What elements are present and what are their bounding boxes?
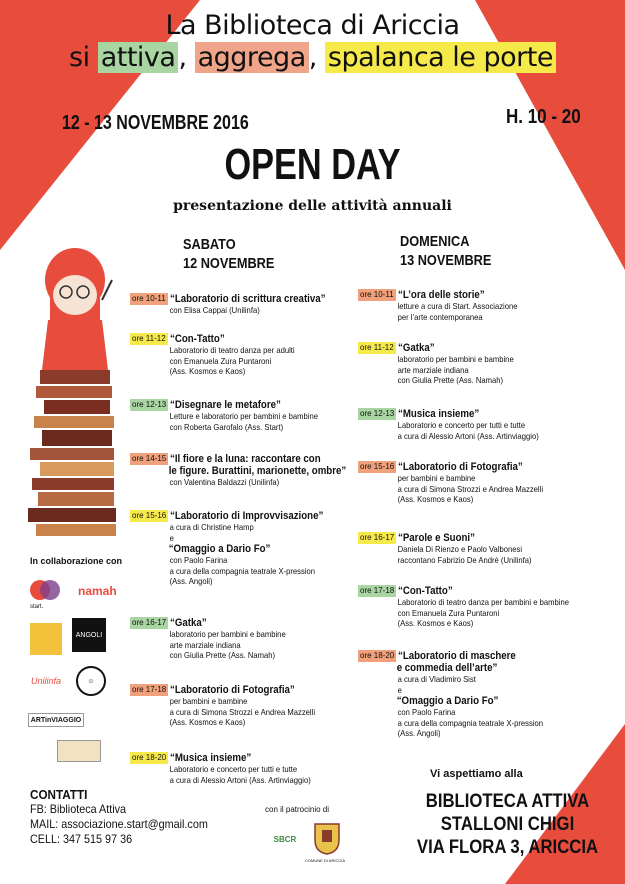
angoli-logo: ANGOLI xyxy=(72,618,106,652)
venue-line3: VIA FLORA 3, ARICCIA xyxy=(416,837,599,858)
mask-icon: ☺ xyxy=(87,677,95,685)
event-desc: (Ass. Kosmos e Kaos) xyxy=(397,618,474,628)
event-desc: Laboratorio di teatro danza per bambini e bambine xyxy=(397,597,569,607)
sunday-day: DOMENICA xyxy=(400,233,470,250)
saturday-header xyxy=(183,235,274,273)
event-desc: a cura di Simona Strozzi e Andrea Mazzelli xyxy=(397,483,544,494)
event-title: “Musica insieme” xyxy=(398,408,480,420)
time-badge: ore 11-12 xyxy=(132,334,166,343)
start-logo-text: start. xyxy=(30,604,44,610)
event-desc: con Elisa Cappai (Unilinfa) xyxy=(169,305,260,315)
event-desc: (Ass. Angoli) xyxy=(169,576,213,586)
event-title-second: “Omaggio a Dario Fo” xyxy=(396,695,499,707)
event-title-second: “Omaggio a Dario Fo” xyxy=(168,543,271,555)
saturday-day: SABATO xyxy=(183,236,236,253)
word-aggrega: aggrega xyxy=(195,42,309,73)
event-title: “Laboratorio di scrittura creativa” xyxy=(169,293,326,305)
time-badge: ore 12-13 xyxy=(360,409,395,418)
event-hours: H. 10 - 20 xyxy=(506,106,581,128)
namah-logo: namah xyxy=(78,584,117,598)
start-logo xyxy=(28,578,64,606)
kosmos-kaos-logo xyxy=(76,666,106,696)
event-desc: laboratorio per bambini e bambine xyxy=(169,629,286,639)
venue-line2: STALLONI CHIGI xyxy=(440,814,575,835)
time-badge: ore 18-20 xyxy=(360,651,395,660)
event-desc: con Paolo Farina xyxy=(169,555,228,565)
contacts-cell[interactable]: CELL: 347 515 97 36 xyxy=(30,832,133,846)
sat-event-1 xyxy=(130,293,346,316)
event-desc: Laboratorio di teatro danza per adulti xyxy=(169,345,295,355)
header-line1: La Biblioteca di Ariccia xyxy=(165,10,460,41)
event-desc: e xyxy=(397,684,402,695)
yellow-logo xyxy=(30,623,62,655)
sat-event-3 xyxy=(130,399,339,432)
saturday-date: 12 NOVEMBRE xyxy=(183,255,275,272)
event-desc: laboratorio per bambini e bambine xyxy=(397,354,514,364)
sat-event-7 xyxy=(130,684,336,728)
venue-line1: BIBLIOTECA ATTIVA xyxy=(425,791,590,812)
crest-icon xyxy=(312,818,342,856)
event-desc: per bambini e bambine xyxy=(397,473,476,483)
sat-event-4 xyxy=(130,453,376,488)
event-desc: per l’arte contemporanea xyxy=(397,311,483,322)
event-title: “Laboratorio di Fotografia” xyxy=(398,461,524,473)
event-desc: a cura di Vladimiro Sist xyxy=(397,674,476,684)
event-desc: Daniela Di Rienzo e Paolo Valbonesi xyxy=(397,544,523,554)
time-badge: ore 12-13 xyxy=(132,400,167,409)
event-title-cont: le figure. Burattini, marionette, ombre” xyxy=(168,465,347,477)
time-badge: ore 17-18 xyxy=(360,586,395,595)
time-badge: ore 16-17 xyxy=(132,618,167,627)
event-title: “Con-Tatto” xyxy=(398,585,453,597)
event-desc: e xyxy=(169,532,174,543)
start-logo-icon xyxy=(28,578,64,606)
event-desc: a cura di Christine Hamp xyxy=(169,522,254,532)
sun-event-4 xyxy=(358,461,564,505)
event-desc: per bambini e bambine xyxy=(169,696,248,706)
header-si: si xyxy=(69,42,98,73)
event-title: “Parole e Suoni” xyxy=(398,532,476,544)
contacts-mail[interactable]: MAIL: associazione.start@gmail.com xyxy=(30,817,208,831)
time-badge: ore 10-11 xyxy=(132,294,166,303)
event-title: “Laboratorio di Improvvisazione” xyxy=(170,510,324,522)
sunday-header xyxy=(400,232,491,270)
sun-event-5 xyxy=(358,532,551,565)
event-desc: con Valentina Baldazzi (Unilinfa) xyxy=(169,477,280,487)
subtitle: presentazione delle attività annuali xyxy=(173,198,452,214)
time-badge: ore 17-18 xyxy=(132,685,167,694)
event-desc: (Ass. Angoli) xyxy=(397,728,441,738)
event-desc: con Giulia Prette (Ass. Namah) xyxy=(397,375,504,385)
event-title: “Il fiore e la luna: raccontare con xyxy=(170,453,321,465)
venue xyxy=(404,790,611,859)
contacts-heading: CONTATTI xyxy=(30,787,88,802)
event-dates: 12 - 13 NOVEMBRE 2016 xyxy=(62,112,249,134)
sun-event-6 xyxy=(358,585,592,629)
contacts xyxy=(30,787,208,847)
artinviaggio-logo: ARTinVIAGGIO xyxy=(28,713,84,727)
event-desc: con Paolo Farina xyxy=(397,707,456,717)
page-title: OPEN DAY xyxy=(224,140,401,189)
event-desc: con Roberta Garofalo (Ass. Start) xyxy=(169,421,284,432)
event-desc: arte marziale indiana xyxy=(397,364,469,375)
event-desc: a cura della compagnia teatrale X-pression xyxy=(397,717,544,728)
event-desc: a cura di Alessio Artoni (Ass. Artinviaggio) xyxy=(169,774,311,785)
event-desc: con Emanuela Zura Puntaroni xyxy=(397,607,500,618)
event-desc: Letture e laboratorio per bambini e bambine xyxy=(169,411,319,421)
comma: , xyxy=(308,42,325,73)
sat-event-8 xyxy=(130,752,331,785)
time-badge: ore 15-16 xyxy=(360,462,395,471)
event-title: “Musica insieme” xyxy=(170,752,252,764)
patrocinio-label: con il patrocinio di xyxy=(265,805,330,814)
event-desc: a cura della compagnia teatrale X-pression xyxy=(169,565,316,576)
unilinfa-logo: Unilinfa xyxy=(30,676,61,686)
sat-event-5 xyxy=(130,510,344,587)
event-desc: a cura di Simona Strozzi e Andrea Mazzelli xyxy=(169,706,316,717)
event-title-cont: e commedia dell’arte” xyxy=(396,662,498,674)
sun-event-1 xyxy=(358,289,535,322)
event-title: “Con-Tatto” xyxy=(169,333,225,345)
word-attiva: attiva xyxy=(98,42,179,73)
sat-event-2 xyxy=(130,333,313,377)
event-desc: raccontano Fabrizio De André (Unilinfa) xyxy=(397,554,532,565)
event-title: “L’ora delle storie” xyxy=(397,289,485,301)
venue-invite: Vi aspettiamo alla xyxy=(430,768,523,780)
word-spalanca: spalanca le porte xyxy=(325,42,556,73)
ariccia-crest xyxy=(312,818,342,856)
event-desc: con Emanuela Zura Puntaroni xyxy=(169,355,272,366)
time-badge: ore 18-20 xyxy=(132,753,167,762)
time-badge: ore 10-11 xyxy=(360,290,394,299)
library-logo xyxy=(57,740,101,762)
books-girl-illustration xyxy=(20,240,130,540)
girl-icon xyxy=(42,248,112,370)
event-desc: (Ass. Kosmos e Kaos) xyxy=(397,494,474,504)
event-title: “Disegnare le metafore” xyxy=(170,399,282,411)
ariccia-crest-text: COMUNE DI ARICCIA xyxy=(305,858,346,863)
collab-label: In collaborazione con xyxy=(30,556,123,566)
event-title: “Gatka” xyxy=(170,617,207,629)
contacts-fb[interactable]: FB: Biblioteca Attiva xyxy=(30,802,127,816)
sat-event-6 xyxy=(130,617,303,661)
time-badge: ore 14-15 xyxy=(132,454,167,463)
comma: , xyxy=(178,42,195,73)
sun-event-2 xyxy=(358,342,531,386)
event-title: “Gatka” xyxy=(397,342,435,354)
time-badge: ore 16-17 xyxy=(360,533,395,542)
event-desc: Laboratorio e concerto per tutti e tutte xyxy=(397,420,526,430)
time-badge: ore 11-12 xyxy=(360,343,394,352)
book-stack-icon xyxy=(28,370,116,536)
event-desc: (Ass. Kosmos e Kaos) xyxy=(169,717,246,727)
event-desc: con Giulia Prette (Ass. Namah) xyxy=(169,650,276,660)
event-desc: Laboratorio e concerto per tutti e tutte xyxy=(169,764,298,774)
event-title: “Laboratorio di Fotografia” xyxy=(170,684,296,696)
sun-event-3 xyxy=(358,408,559,441)
event-desc: a cura di Alessio Artoni (Ass. Artinviaggio) xyxy=(397,430,539,441)
event-desc: (Ass. Kosmos e Kaos) xyxy=(169,366,246,376)
event-title: “Laboratorio di maschere xyxy=(398,650,517,662)
header-line2 xyxy=(0,42,625,73)
event-desc: letture a cura di Start. Associazione xyxy=(397,301,518,311)
sbcr-logo: SBCR xyxy=(273,834,297,844)
sunday-date: 13 NOVEMBRE xyxy=(400,252,492,269)
sun-event-7 xyxy=(358,650,564,739)
event-desc: arte marziale indiana xyxy=(169,639,241,650)
time-badge: ore 15-16 xyxy=(132,511,167,520)
